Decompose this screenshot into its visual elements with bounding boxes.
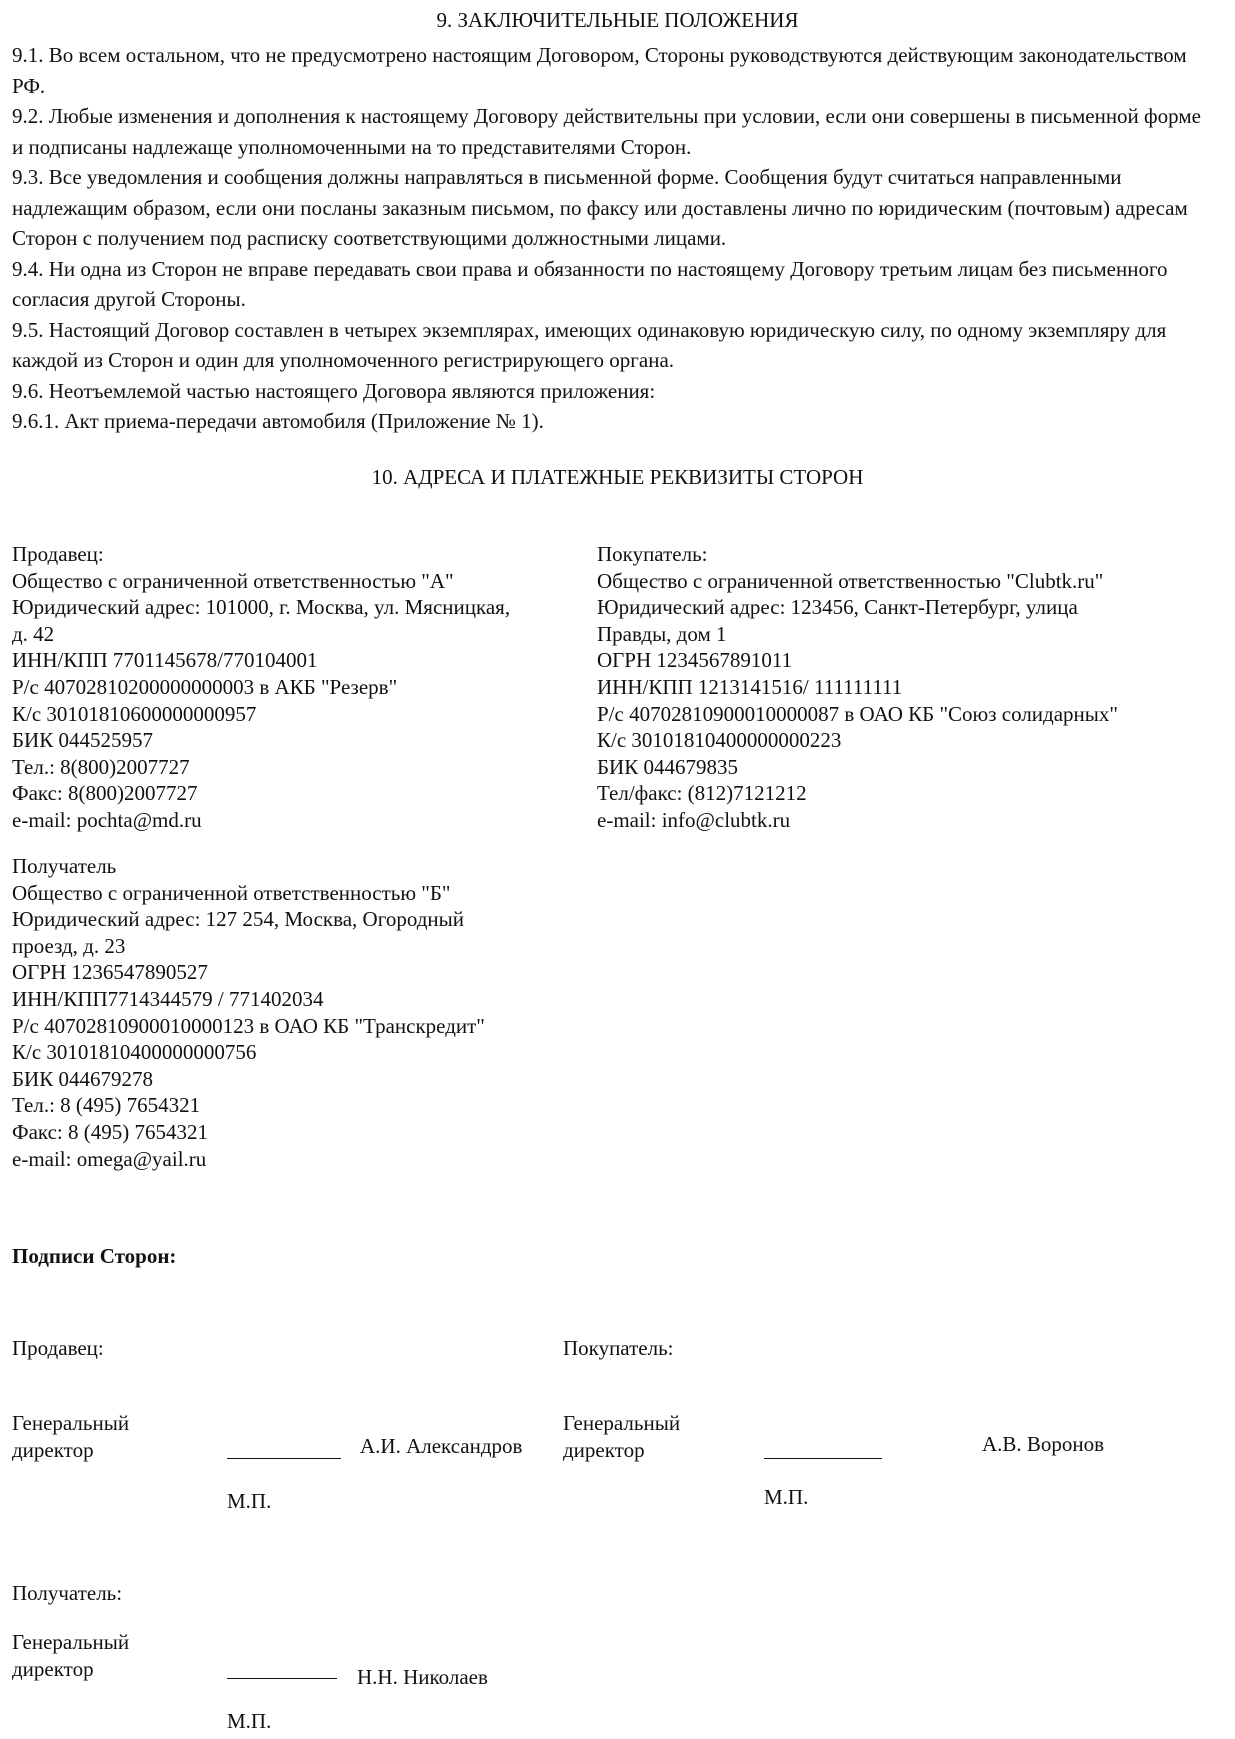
recipient-position-line-2: директор [12, 1657, 94, 1681]
clause-9-6-1: 9.6.1. Акт приема-передачи автомобиля (Приложение № 1). [12, 409, 544, 433]
recipient-bik: БИК 044679278 [12, 1066, 153, 1091]
section-9-clauses [12, 40, 1212, 437]
buyer-email: e-mail: info@clubtk.ru [597, 807, 791, 832]
seller-details [12, 541, 572, 834]
buyer-account: Р/с 40702810900010000087 в ОАО КБ "Союз солидарных" [597, 701, 1118, 726]
recipient-address-cont: проезд, д. 23 [12, 933, 126, 958]
section-10-title: 10. АДРЕСА И ПЛАТЕЖНЫЕ РЕКВИЗИТЫ СТОРОН [371, 465, 864, 489]
recipient-email: e-mail: omega@yail.ru [12, 1146, 207, 1171]
recipient-inn: ИНН/КПП7714344579 / 771402034 [12, 986, 324, 1011]
buyer-position-line-1: Генеральный [563, 1411, 681, 1435]
buyer-signatory-position [563, 1410, 680, 1464]
buyer-address: Юридический адрес: 123456, Санкт-Петербург, улица [597, 595, 1078, 620]
recipient-name: Общество с ограниченной ответственностью "Б" [12, 880, 451, 905]
seller-stamp-label: М.П. [227, 1489, 272, 1513]
section-9-title: 9. ЗАКЛЮЧИТЕЛЬНЫЕ ПОЛОЖЕНИЯ [436, 8, 799, 32]
clause-9-3: 9.3. Все уведомления и сообщения должны направляться в письменной форме. Сообщения будут считаться направленными надлежащим образом, если они посланы заказным письмом, по факсу или доставлены лично по юридическим (почтовым) адресам Сторон с получением под расписку соответствующими должностными лицами. [12, 165, 1188, 250]
buyer-position-line-2: директор [563, 1438, 645, 1462]
seller-email: e-mail: pochta@md.ru [12, 807, 202, 832]
recipient-fax: Факс: 8 (495) 7654321 [12, 1119, 208, 1144]
recipient-corr-account: К/с 30101810400000000756 [12, 1040, 257, 1065]
recipient-position-line-1: Генеральный [12, 1630, 130, 1654]
signatures-heading: Подписи Сторон: [12, 1244, 177, 1268]
seller-corr-account: К/с 30101810600000000957 [12, 701, 257, 726]
seller-inn: ИНН/КПП 7701145678/770104001 [12, 648, 318, 673]
clause-9-2: 9.2. Любые изменения и дополнения к настоящему Договору действительны при условии, если они совершены в письменной форме и подписаны надлежаще уполномоченными на то представителями Сторон. [12, 104, 1201, 159]
seller-address-cont: д. 42 [12, 621, 55, 646]
buyer-corr-account: К/с 30101810400000000223 [597, 728, 842, 753]
seller-signatory-position [12, 1410, 129, 1464]
seller-address: Юридический адрес: 101000, г. Москва, ул. Мясницкая, [12, 595, 511, 620]
seller-position-line-1: Генеральный [12, 1411, 130, 1435]
buyer-details [597, 541, 1227, 834]
buyer-ogrn: ОГРН 1234567891011 [597, 648, 793, 673]
clause-9-4: 9.4. Ни одна из Сторон не вправе передавать свои права и обязанности по настоящему Договору третьим лицам без письменного согласия другой Стороны. [12, 256, 1168, 311]
recipient-signature-line [227, 1678, 337, 1679]
clause-9-5: 9.5. Настоящий Договор составлен в четырех экземплярах, имеющих одинаковую юридическую силу, по одному экземпляру для каждой из Сторон и один для уполномоченного регистрирующего органа. [12, 317, 1167, 372]
seller-bik: БИК 044525957 [12, 728, 153, 753]
recipient-phone: Тел.: 8 (495) 7654321 [12, 1093, 201, 1118]
recipient-details [12, 853, 572, 1172]
recipient-signatory-name: Н.Н. Николаев [357, 1665, 488, 1689]
buyer-signatory-name: А.В. Воронов [982, 1432, 1105, 1456]
seller-heading: Продавец: [12, 542, 104, 566]
buyer-address-cont: Правды, дом 1 [597, 621, 727, 646]
recipient-stamp-label: М.П. [227, 1709, 272, 1733]
buyer-signature-line [764, 1458, 882, 1459]
seller-name: Общество с ограниченной ответственностью "А" [12, 568, 454, 593]
buyer-signature-label: Покупатель: [563, 1336, 674, 1360]
seller-position-line-2: директор [12, 1438, 94, 1462]
buyer-stamp-label: М.П. [764, 1485, 809, 1509]
buyer-inn: ИНН/КПП 1213141516/ 111111111 [597, 674, 903, 699]
seller-signature-label: Продавец: [12, 1336, 104, 1360]
seller-phone: Тел.: 8(800)2007727 [12, 754, 190, 779]
buyer-name: Общество с ограниченной ответственностью "Clubtk.ru" [597, 568, 1104, 593]
recipient-address: Юридический адрес: 127 254, Москва, Огородный [12, 907, 464, 932]
clause-9-1: 9.1. Во всем остальном, что не предусмотрено настоящим Договором, Стороны руководствуются действующим законодательством РФ. [12, 43, 1187, 98]
recipient-ogrn: ОГРН 1236547890527 [12, 960, 208, 985]
recipient-signature-label: Получатель: [12, 1581, 123, 1605]
seller-fax: Факс: 8(800)2007727 [12, 781, 198, 806]
buyer-heading: Покупатель: [597, 542, 708, 566]
seller-signatory-name: А.И. Александров [360, 1434, 523, 1458]
recipient-account: Р/с 40702810900010000123 в ОАО КБ "Транскредит" [12, 1013, 485, 1038]
seller-signature-line [227, 1458, 341, 1459]
seller-account: Р/с 40702810200000000003 в АКБ "Резерв" [12, 674, 398, 699]
buyer-bik: БИК 044679835 [597, 754, 738, 779]
clause-9-6: 9.6. Неотъемлемой частью настоящего Договора являются приложения: [12, 378, 656, 403]
recipient-heading: Получатель [12, 854, 117, 878]
buyer-phone-fax: Тел/факс: (812)7121212 [597, 781, 807, 806]
recipient-signatory-position [12, 1629, 129, 1683]
